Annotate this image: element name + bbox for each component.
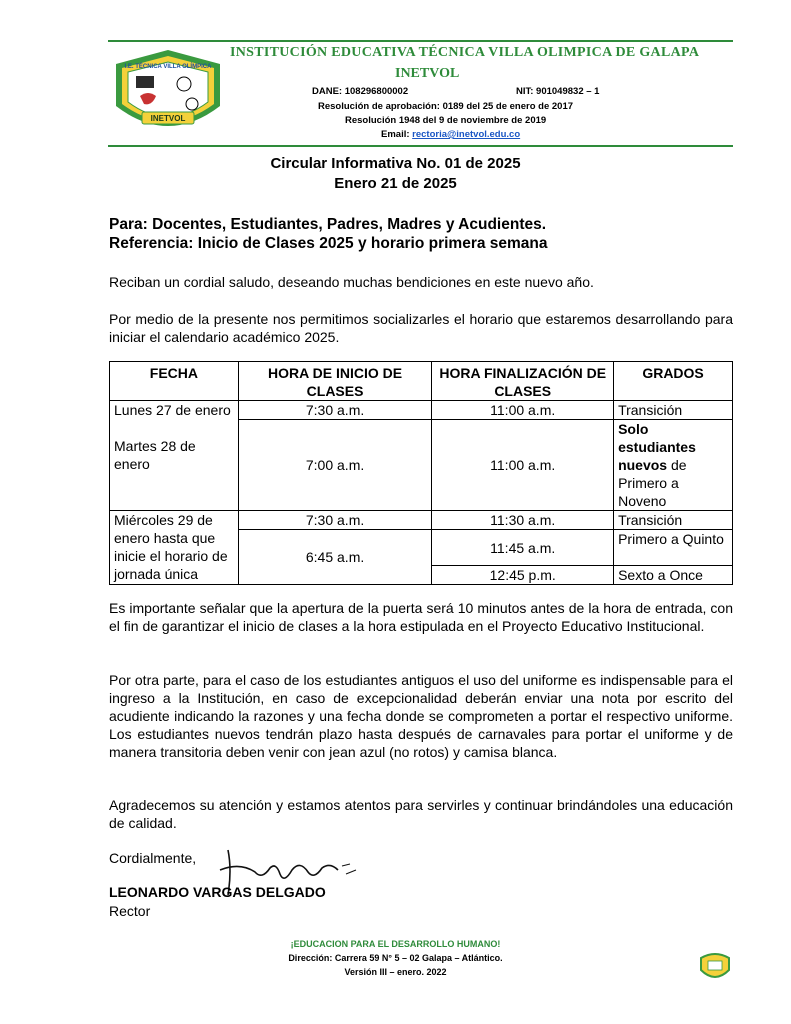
intro-paragraph: Por medio de la presente nos permitimos socializarles el horario que estaremos desarrollando para iniciar el calendario académico 2025. xyxy=(109,311,733,345)
school-crest-logo xyxy=(108,46,228,146)
logo-banner-text: INETVOL xyxy=(150,114,186,123)
dane-code: DANE: 108296800002 xyxy=(312,86,409,97)
grade-cell: Transición xyxy=(614,511,733,530)
col-header-end: HORA FINALIZACIÓN DE CLASES xyxy=(432,362,614,401)
header-top-rule xyxy=(108,40,733,42)
footer-version: Versión III – enero. 2022 xyxy=(344,967,447,977)
logo-arc-text: I.E. TÉCNICA VILLA OLÍMPICA xyxy=(124,64,212,70)
table-row xyxy=(110,401,733,420)
col-header-start: HORA DE INICIO DE CLASES xyxy=(238,362,432,401)
signer-role: Rector xyxy=(109,903,151,919)
institution-acronym: INETVOL xyxy=(395,66,460,81)
col-header-grades: GRADOS xyxy=(614,362,733,401)
end-time: 12:45 p.m. xyxy=(432,566,614,585)
nit-code: NIT: 901049832 – 1 xyxy=(516,86,600,97)
footer-crest-icon xyxy=(697,952,733,982)
schedule-table xyxy=(109,361,733,585)
date-monday: Lunes 27 de enero xyxy=(114,402,231,418)
end-time: 11:30 a.m. xyxy=(432,511,614,530)
resolution-2019: Resolución 1948 del 9 de noviembre de 2019 xyxy=(345,115,547,126)
greeting-paragraph: Reciban un cordial saludo, deseando muchas bendiciones en este nuevo año. xyxy=(109,274,594,290)
email-link[interactable]: rectoria@inetvol.edu.co xyxy=(412,129,521,140)
closing-salutation: Cordialmente, xyxy=(109,850,197,866)
grade-emphasis: Solo estudiantes nuevos xyxy=(618,421,696,473)
reference-line: Referencia: Inicio de Clases 2025 y horario primera semana xyxy=(109,235,548,252)
footer-slogan: ¡EDUCACION PARA EL DESARROLLO HUMANO! xyxy=(290,939,501,949)
institution-name: INSTITUCIÓN EDUCATIVA TÉCNICA VILLA OLIMPICA DE GALAPA xyxy=(230,45,700,60)
email-label: Email: xyxy=(381,129,410,140)
approval-resolution: Resolución de aprobación: 0189 del 25 de enero de 2017 xyxy=(318,101,574,112)
start-time: 7:00 a.m. xyxy=(238,420,432,511)
table-header-row xyxy=(110,362,733,401)
end-time: 11:00 a.m. xyxy=(432,420,614,511)
circular-date: Enero 21 de 2025 xyxy=(334,175,457,192)
date-cell-wed: Miércoles 29 de enero hasta que inicie el horario de jornada única xyxy=(110,511,239,585)
grade-cell xyxy=(614,420,733,511)
grade-rest: de Primero a Noveno xyxy=(618,457,687,509)
start-time: 7:30 a.m. xyxy=(238,511,432,530)
footer-address: Dirección: Carrera 59 N° 5 – 02 Galapa – Atlántico. xyxy=(288,953,503,963)
start-time: 6:45 a.m. xyxy=(238,530,432,585)
thanks-paragraph: Agradecemos su atención y estamos atentos para servirles y continuar brindándoles una educación de calidad. xyxy=(109,797,733,831)
col-header-date: FECHA xyxy=(110,362,239,401)
end-time: 11:45 a.m. xyxy=(432,530,614,566)
email-row xyxy=(381,129,520,140)
grade-cell: Primero a Quinto xyxy=(614,530,733,566)
grade-cell: Transición xyxy=(614,401,733,420)
date-cell-mon-tue xyxy=(110,401,239,511)
door-opening-paragraph: Es importante señalar que la apertura de la puerta será 10 minutos antes de la hora de entrada, con el fin de garantizar el inicio de clases a la hora estipulada en el Proyecto Educativo Institucional. xyxy=(109,600,733,634)
table-row xyxy=(110,511,733,530)
uniform-paragraph: Por otra parte, para el caso de los estudiantes antiguos el uso del uniforme es indispensable para el ingreso a la Institución, en caso de excepcionalidad deberán enviar una nota por escrito del acudiente indicando la razones y una fecha donde se comprometen a portar el respectivo uniforme. Los estudiantes nuevos tendrán plazo hasta después de carnavales para portar el uniforme y de manera transitoria deben venir con jean azul (no rotos) y camisa blanca. xyxy=(109,672,733,760)
circular-title: Circular Informativa No. 01 de 2025 xyxy=(270,155,521,172)
signer-name: LEONARDO VARGAS DELGADO xyxy=(109,884,326,900)
start-time: 7:30 a.m. xyxy=(238,401,432,420)
grade-cell: Sexto a Once xyxy=(614,566,733,585)
recipients-line: Para: Docentes, Estudiantes, Padres, Madres y Acudientes. xyxy=(109,216,547,233)
date-tuesday: Martes 28 de enero xyxy=(114,438,196,472)
end-time: 11:00 a.m. xyxy=(432,401,614,420)
